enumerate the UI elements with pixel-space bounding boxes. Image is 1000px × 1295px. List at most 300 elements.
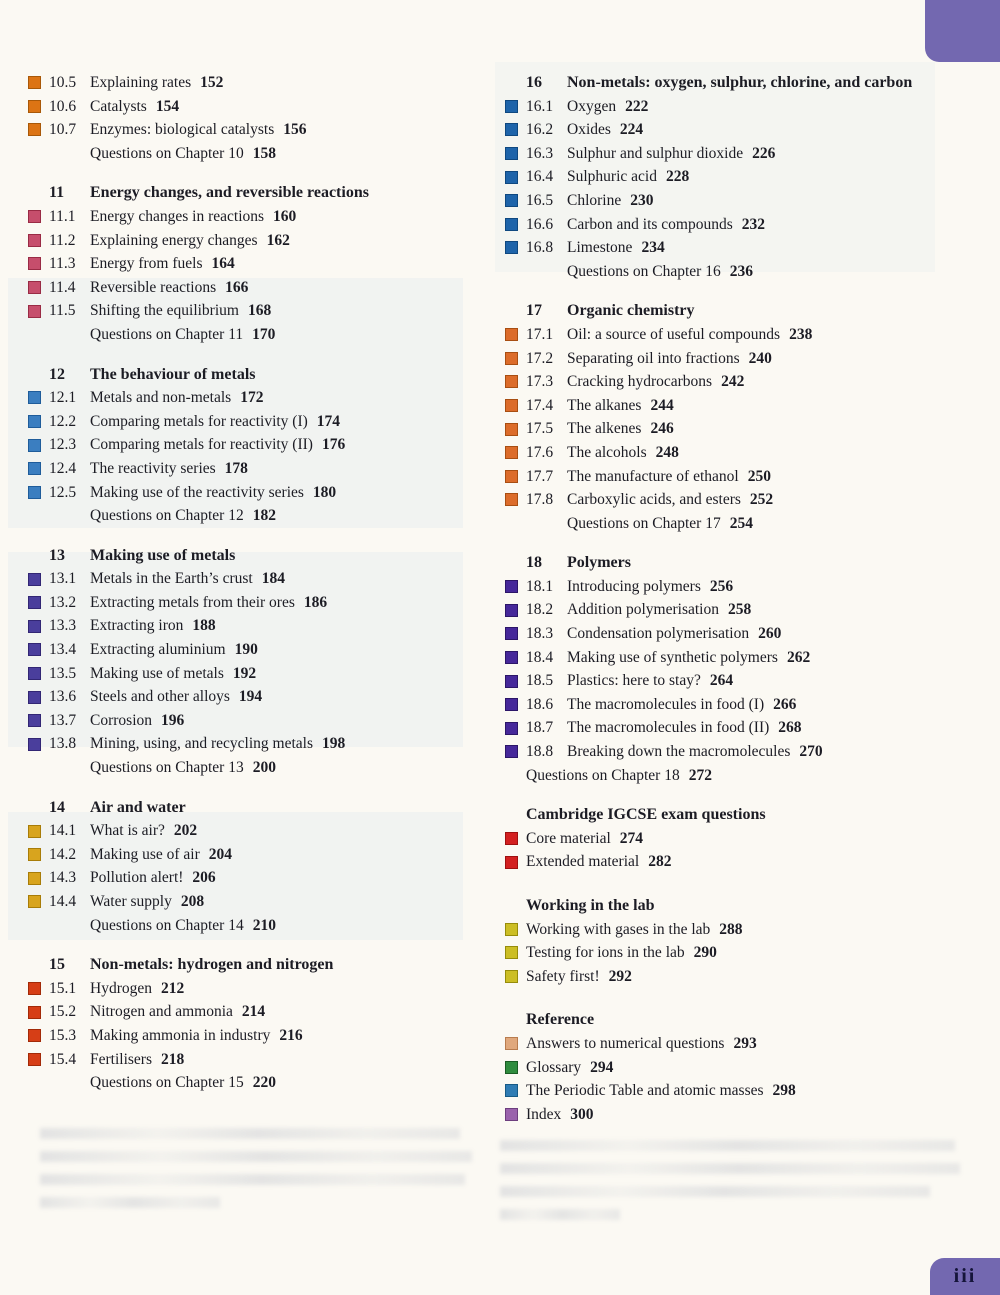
toc-entry xyxy=(28,276,490,300)
bullet-square-icon xyxy=(28,1029,41,1042)
chapter-heading xyxy=(28,544,490,568)
bullet-square-icon xyxy=(505,1037,518,1050)
entry-title: Metals and non-metals xyxy=(90,389,232,407)
section-number: 18.3 xyxy=(526,625,554,643)
toc-entry xyxy=(505,669,990,693)
toc-section xyxy=(28,71,490,165)
entry-title: Making use of metals xyxy=(90,664,224,682)
toc-entry xyxy=(28,567,490,591)
section-number: 13.3 xyxy=(49,617,77,635)
toc-entry xyxy=(505,1032,990,1056)
section-number: 16.4 xyxy=(526,168,554,186)
toc-entry xyxy=(505,740,990,764)
bullet-square-icon xyxy=(505,123,518,136)
chapter-title: Working in the lab xyxy=(526,897,655,914)
toc-entry xyxy=(28,481,490,505)
entry-title: Fertilisers xyxy=(90,1050,152,1068)
bullet-square-icon xyxy=(505,832,518,845)
bullet-square-icon xyxy=(505,1084,518,1097)
bullet-square-icon xyxy=(28,667,41,680)
page-ref: 178 xyxy=(224,459,248,477)
toc-section xyxy=(28,953,490,1095)
bullet-square-icon xyxy=(28,691,41,704)
bullet-square-icon xyxy=(28,305,41,318)
chapter-heading xyxy=(28,363,490,387)
entry-title: Oil: a source of useful compounds xyxy=(567,325,781,343)
section-number: 10.5 xyxy=(49,74,77,91)
section-number: 17.2 xyxy=(526,349,554,367)
bullet-square-icon xyxy=(505,1061,518,1074)
bullet-square-icon xyxy=(28,738,41,751)
section-number: 12.3 xyxy=(49,436,77,454)
entry-title: Separating oil into fractions xyxy=(567,349,740,367)
toc-entry xyxy=(505,488,990,512)
questions-label: Questions on Chapter 16 xyxy=(567,262,721,280)
page-ref: 212 xyxy=(161,979,185,997)
chapter-heading xyxy=(28,796,490,820)
page-ref: 200 xyxy=(252,759,276,777)
chapter-title: Energy changes, and reversible reactions xyxy=(90,184,369,202)
page-ref: 288 xyxy=(719,920,743,938)
bullet-square-icon xyxy=(505,722,518,735)
chapter-number: 18 xyxy=(526,554,542,572)
chapter-heading xyxy=(505,299,990,323)
section-number: 16.1 xyxy=(526,97,554,115)
section-number: 11.5 xyxy=(49,302,76,320)
page-ref: 170 xyxy=(252,325,276,343)
section-number: 17.7 xyxy=(526,467,554,485)
section-number: 17.8 xyxy=(526,491,554,509)
page-ref: 184 xyxy=(261,570,285,588)
section-number: 13.5 xyxy=(49,664,77,682)
bullet-square-icon xyxy=(28,1006,41,1019)
toc-entry xyxy=(28,1048,490,1072)
toc-entry xyxy=(28,614,490,638)
toc-entry xyxy=(505,441,990,465)
section-number: 12.1 xyxy=(49,389,77,407)
section-number: 18.8 xyxy=(526,743,554,761)
page-ref: 158 xyxy=(252,144,276,162)
toc-entry xyxy=(28,95,490,119)
toc-entry xyxy=(505,575,990,599)
entry-title: The macromolecules in food (II) xyxy=(567,719,770,737)
page-ref: 208 xyxy=(180,893,205,910)
entry-title: Testing for ions in the lab xyxy=(526,944,685,962)
toc-entry xyxy=(28,229,490,253)
toc-entry xyxy=(505,323,990,347)
page-ref: 176 xyxy=(321,436,346,454)
toc-entry xyxy=(28,252,490,276)
questions-entry xyxy=(505,764,990,788)
toc-entry xyxy=(28,638,490,662)
page-ref: 220 xyxy=(252,1074,276,1092)
bullet-square-icon xyxy=(505,423,518,436)
entry-title: Plastics: here to stay? xyxy=(567,672,701,690)
toc-entry xyxy=(505,965,990,989)
questions-label: Questions on Chapter 13 xyxy=(90,759,244,777)
section-number: 18.5 xyxy=(526,672,554,690)
page-ref: 198 xyxy=(322,735,346,753)
entry-title: Introducing polymers xyxy=(567,577,701,595)
toc-entry xyxy=(505,1103,990,1127)
bullet-square-icon xyxy=(505,100,518,113)
entry-title: Hydrogen xyxy=(90,979,152,997)
page-ref: 166 xyxy=(225,278,249,296)
entry-title: Condensation polymerisation xyxy=(567,625,750,643)
toc-entry xyxy=(28,433,490,457)
toc-entry xyxy=(505,646,990,670)
ghost-text-line xyxy=(500,1163,960,1174)
page-ref: 154 xyxy=(155,97,180,115)
section-number: 16.8 xyxy=(526,239,554,257)
chapter-title: Non-metals: oxygen, sulphur, chlorine, and carbon xyxy=(567,74,913,91)
bullet-square-icon xyxy=(505,745,518,758)
toc-section xyxy=(28,544,490,780)
entry-title: The manufacture of ethanol xyxy=(567,467,739,485)
toc-entry xyxy=(505,693,990,717)
page-ref: 260 xyxy=(758,625,782,643)
toc-entry xyxy=(505,622,990,646)
questions-entry xyxy=(28,323,490,347)
bullet-square-icon xyxy=(505,580,518,593)
entry-title: The alkenes xyxy=(567,420,642,438)
toc-entry xyxy=(505,850,990,874)
entry-title: Metals in the Earth’s crust xyxy=(90,570,253,588)
bullet-square-icon xyxy=(505,698,518,711)
page-ref: 262 xyxy=(786,648,811,666)
toc-entry xyxy=(28,685,490,709)
chapter-heading xyxy=(505,803,990,827)
page-ref: 168 xyxy=(247,302,272,320)
bullet-square-icon xyxy=(505,218,518,231)
bullet-square-icon xyxy=(28,848,41,861)
section-number: 11.4 xyxy=(49,278,76,296)
entry-title: Energy changes in reactions xyxy=(90,207,265,225)
page-ref: 292 xyxy=(608,967,632,985)
bullet-square-icon xyxy=(28,573,41,586)
section-number: 14.3 xyxy=(49,869,77,887)
section-number: 15.2 xyxy=(49,1003,77,1021)
page-ref: 266 xyxy=(773,695,797,713)
bullet-square-icon xyxy=(505,171,518,184)
chapter-heading xyxy=(28,181,490,205)
toc-section xyxy=(28,363,490,528)
entry-title: Water supply xyxy=(90,893,172,910)
toc-entry xyxy=(28,819,490,843)
toc-entry xyxy=(505,165,990,189)
page-ref: 222 xyxy=(625,97,649,115)
toc-entry xyxy=(28,299,490,323)
bullet-square-icon xyxy=(505,675,518,688)
section-number: 13.6 xyxy=(49,688,77,706)
chapter-number: 15 xyxy=(49,956,65,974)
section-number: 10.7 xyxy=(49,121,77,139)
page-ref: 216 xyxy=(279,1026,303,1044)
page-ref: 188 xyxy=(192,617,216,635)
section-number: 11.1 xyxy=(49,207,76,225)
bullet-square-icon xyxy=(28,620,41,633)
questions-entry xyxy=(28,142,490,166)
bullet-square-icon xyxy=(28,415,41,428)
entry-title: Mining, using, and recycling metals xyxy=(90,735,313,753)
bullet-square-icon xyxy=(505,604,518,617)
bullet-square-icon xyxy=(28,643,41,656)
questions-entry xyxy=(28,504,490,528)
section-number: 17.1 xyxy=(526,325,554,343)
toc-entry xyxy=(28,410,490,434)
bullet-square-icon xyxy=(505,446,518,459)
toc-entry xyxy=(505,716,990,740)
chapter-title: Making use of metals xyxy=(90,546,236,564)
section-number: 16.2 xyxy=(526,121,554,139)
bullet-square-icon xyxy=(28,872,41,885)
toc-section xyxy=(505,71,990,283)
entry-title: Index xyxy=(526,1105,562,1123)
section-number: 14.1 xyxy=(49,822,77,840)
toc-entry xyxy=(505,347,990,371)
bullet-square-icon xyxy=(505,923,518,936)
toc-section xyxy=(28,796,490,938)
bullet-square-icon xyxy=(28,714,41,727)
section-number: 16.5 xyxy=(526,191,554,209)
page-ref: 226 xyxy=(752,144,776,162)
page-ref: 162 xyxy=(266,231,290,249)
page-ref: 210 xyxy=(252,916,276,934)
section-number: 12.2 xyxy=(49,412,77,430)
bullet-square-icon xyxy=(505,856,518,869)
chapter-heading xyxy=(28,953,490,977)
toc-column-right xyxy=(505,71,990,1126)
toc-entry xyxy=(505,236,990,260)
toc-entry xyxy=(28,732,490,756)
bullet-square-icon xyxy=(28,281,41,294)
toc-entry xyxy=(505,1079,990,1103)
page-ref: 248 xyxy=(655,443,679,461)
bullet-square-icon xyxy=(28,257,41,270)
toc-entry xyxy=(505,827,990,851)
section-number: 10.6 xyxy=(49,97,77,115)
page-ref: 240 xyxy=(748,349,772,367)
page-ref: 214 xyxy=(241,1003,266,1021)
entry-title: The alkanes xyxy=(567,396,642,414)
page-ref: 180 xyxy=(312,483,337,501)
chapter-number: 12 xyxy=(49,365,65,383)
entry-title: Explaining energy changes xyxy=(90,231,258,249)
page-ref: 250 xyxy=(747,467,771,485)
section-number: 11.2 xyxy=(49,231,76,249)
page-ref: 258 xyxy=(727,601,752,619)
toc-entry xyxy=(28,591,490,615)
bullet-square-icon xyxy=(28,439,41,452)
entry-title: Answers to numerical questions xyxy=(526,1034,725,1052)
section-number: 14.4 xyxy=(49,893,77,910)
toc-entry xyxy=(505,465,990,489)
questions-entry xyxy=(28,914,490,938)
chapter-number: 16 xyxy=(526,74,542,91)
section-number: 15.4 xyxy=(49,1050,77,1068)
bullet-square-icon xyxy=(505,241,518,254)
toc-entry xyxy=(28,709,490,733)
entry-title: Addition polymerisation xyxy=(567,601,719,619)
entry-title: Comparing metals for reactivity (II) xyxy=(90,436,313,454)
chapter-heading xyxy=(505,1008,990,1032)
entry-title: Oxygen xyxy=(567,97,617,115)
toc-entry xyxy=(28,386,490,410)
entry-title: Chlorine xyxy=(567,191,622,209)
page-ref: 234 xyxy=(641,239,665,257)
toc-entry xyxy=(505,918,990,942)
corner-tab xyxy=(925,0,1000,62)
questions-label: Questions on Chapter 17 xyxy=(567,514,721,532)
entry-title: Pollution alert! xyxy=(90,869,184,887)
bullet-square-icon xyxy=(505,352,518,365)
toc-entry xyxy=(505,370,990,394)
page-ref: 194 xyxy=(238,688,263,706)
toc-section xyxy=(505,894,990,988)
entry-title: Safety first! xyxy=(526,967,600,985)
entry-title: Cracking hydrocarbons xyxy=(567,373,713,391)
questions-entry xyxy=(505,512,990,536)
section-number: 13.2 xyxy=(49,593,77,611)
questions-label: Questions on Chapter 14 xyxy=(90,916,244,934)
entry-title: Extracting iron xyxy=(90,617,184,635)
toc-section xyxy=(505,551,990,787)
bullet-square-icon xyxy=(28,76,41,89)
toc-entry xyxy=(505,213,990,237)
toc-entry xyxy=(505,394,990,418)
page-ref: 282 xyxy=(648,853,672,871)
page-ref: 230 xyxy=(630,191,654,209)
bullet-square-icon xyxy=(28,123,41,136)
section-number: 11.3 xyxy=(49,255,76,273)
section-number: 14.2 xyxy=(49,845,77,863)
page-ref: 206 xyxy=(192,869,216,887)
bullet-square-icon xyxy=(28,462,41,475)
questions-label: Questions on Chapter 11 xyxy=(90,325,244,343)
section-number: 18.2 xyxy=(526,601,554,619)
page-number: iii xyxy=(953,1265,977,1287)
questions-label: Questions on Chapter 12 xyxy=(90,507,244,525)
ghost-text-line xyxy=(500,1209,620,1220)
toc-entry xyxy=(28,1024,490,1048)
entry-title: Limestone xyxy=(567,239,633,257)
entry-title: What is air? xyxy=(90,822,165,840)
page-ref: 232 xyxy=(741,215,765,233)
section-number: 12.4 xyxy=(49,459,77,477)
chapter-heading xyxy=(505,71,990,95)
chapter-title: Non-metals: hydrogen and nitrogen xyxy=(90,956,334,974)
toc-entry xyxy=(505,142,990,166)
ghost-text-line xyxy=(500,1186,930,1197)
page-ref: 192 xyxy=(232,664,257,682)
page-ref: 218 xyxy=(161,1050,185,1068)
bullet-square-icon xyxy=(28,982,41,995)
page-ref: 290 xyxy=(693,944,717,962)
bullet-square-icon xyxy=(28,825,41,838)
page-ref: 190 xyxy=(234,641,258,659)
section-number: 17.4 xyxy=(526,396,554,414)
toc-entry xyxy=(28,71,490,95)
entry-title: The alcohols xyxy=(567,443,647,461)
chapter-title: Cambridge IGCSE exam questions xyxy=(526,806,766,824)
chapter-title: Reference xyxy=(526,1011,595,1029)
bullet-square-icon xyxy=(505,147,518,160)
ghost-text-line xyxy=(40,1174,465,1185)
entry-title: Sulphur and sulphur dioxide xyxy=(567,144,744,162)
toc-section xyxy=(505,803,990,874)
section-number: 17.5 xyxy=(526,420,554,438)
toc-entry xyxy=(505,941,990,965)
page-ref: 228 xyxy=(665,168,690,186)
bullet-square-icon xyxy=(28,1053,41,1066)
entry-title: Making use of the reactivity series xyxy=(90,483,304,501)
ghost-text-line xyxy=(40,1197,220,1208)
toc-section xyxy=(505,1008,990,1126)
page-ref: 174 xyxy=(316,412,341,430)
page-number-badge xyxy=(930,1258,1000,1295)
entry-title: Shifting the equilibrium xyxy=(90,302,239,320)
entry-title: Glossary xyxy=(526,1058,582,1076)
entry-title: Reversible reactions xyxy=(90,278,217,296)
bullet-square-icon xyxy=(28,391,41,404)
toc-entry xyxy=(505,189,990,213)
section-number: 15.1 xyxy=(49,979,77,997)
chapter-number: 11 xyxy=(49,184,65,202)
bullet-square-icon xyxy=(28,596,41,609)
section-number: 17.6 xyxy=(526,443,554,461)
toc-entry xyxy=(28,843,490,867)
page-ref: 182 xyxy=(252,507,276,525)
page-ref: 264 xyxy=(709,672,734,690)
page-ref: 196 xyxy=(161,711,185,729)
toc-entry xyxy=(28,662,490,686)
page-ref: 236 xyxy=(729,262,753,280)
chapter-title: Polymers xyxy=(567,554,631,572)
entry-title: The reactivity series xyxy=(90,459,216,477)
section-number: 13.7 xyxy=(49,711,77,729)
page-ref: 172 xyxy=(240,389,264,407)
chapter-number: 14 xyxy=(49,798,65,816)
section-number: 13.4 xyxy=(49,641,77,659)
page-ref: 252 xyxy=(749,491,774,509)
toc-entry xyxy=(28,977,490,1001)
section-number: 18.4 xyxy=(526,648,554,666)
toc-entry xyxy=(28,1000,490,1024)
chapter-heading xyxy=(505,551,990,575)
bullet-square-icon xyxy=(505,1108,518,1121)
section-number: 18.6 xyxy=(526,695,554,713)
bullet-square-icon xyxy=(505,399,518,412)
chapter-number: 13 xyxy=(49,546,65,564)
entry-title: Steels and other alloys xyxy=(90,688,230,706)
page-ref: 164 xyxy=(211,255,235,273)
chapter-heading xyxy=(505,894,990,918)
section-number: 15.3 xyxy=(49,1026,77,1044)
bullet-square-icon xyxy=(505,194,518,207)
page-ref: 272 xyxy=(688,766,712,784)
page-ref: 242 xyxy=(721,373,745,391)
questions-entry xyxy=(28,1071,490,1095)
page-ref: 160 xyxy=(273,207,297,225)
section-number: 16.6 xyxy=(526,215,554,233)
toc-entry xyxy=(28,118,490,142)
entry-title: Making use of synthetic polymers xyxy=(567,648,778,666)
bullet-square-icon xyxy=(28,210,41,223)
chapter-title: The behaviour of metals xyxy=(90,365,256,383)
section-number: 18.1 xyxy=(526,577,554,595)
page-ref: 268 xyxy=(778,719,802,737)
bullet-square-icon xyxy=(505,493,518,506)
